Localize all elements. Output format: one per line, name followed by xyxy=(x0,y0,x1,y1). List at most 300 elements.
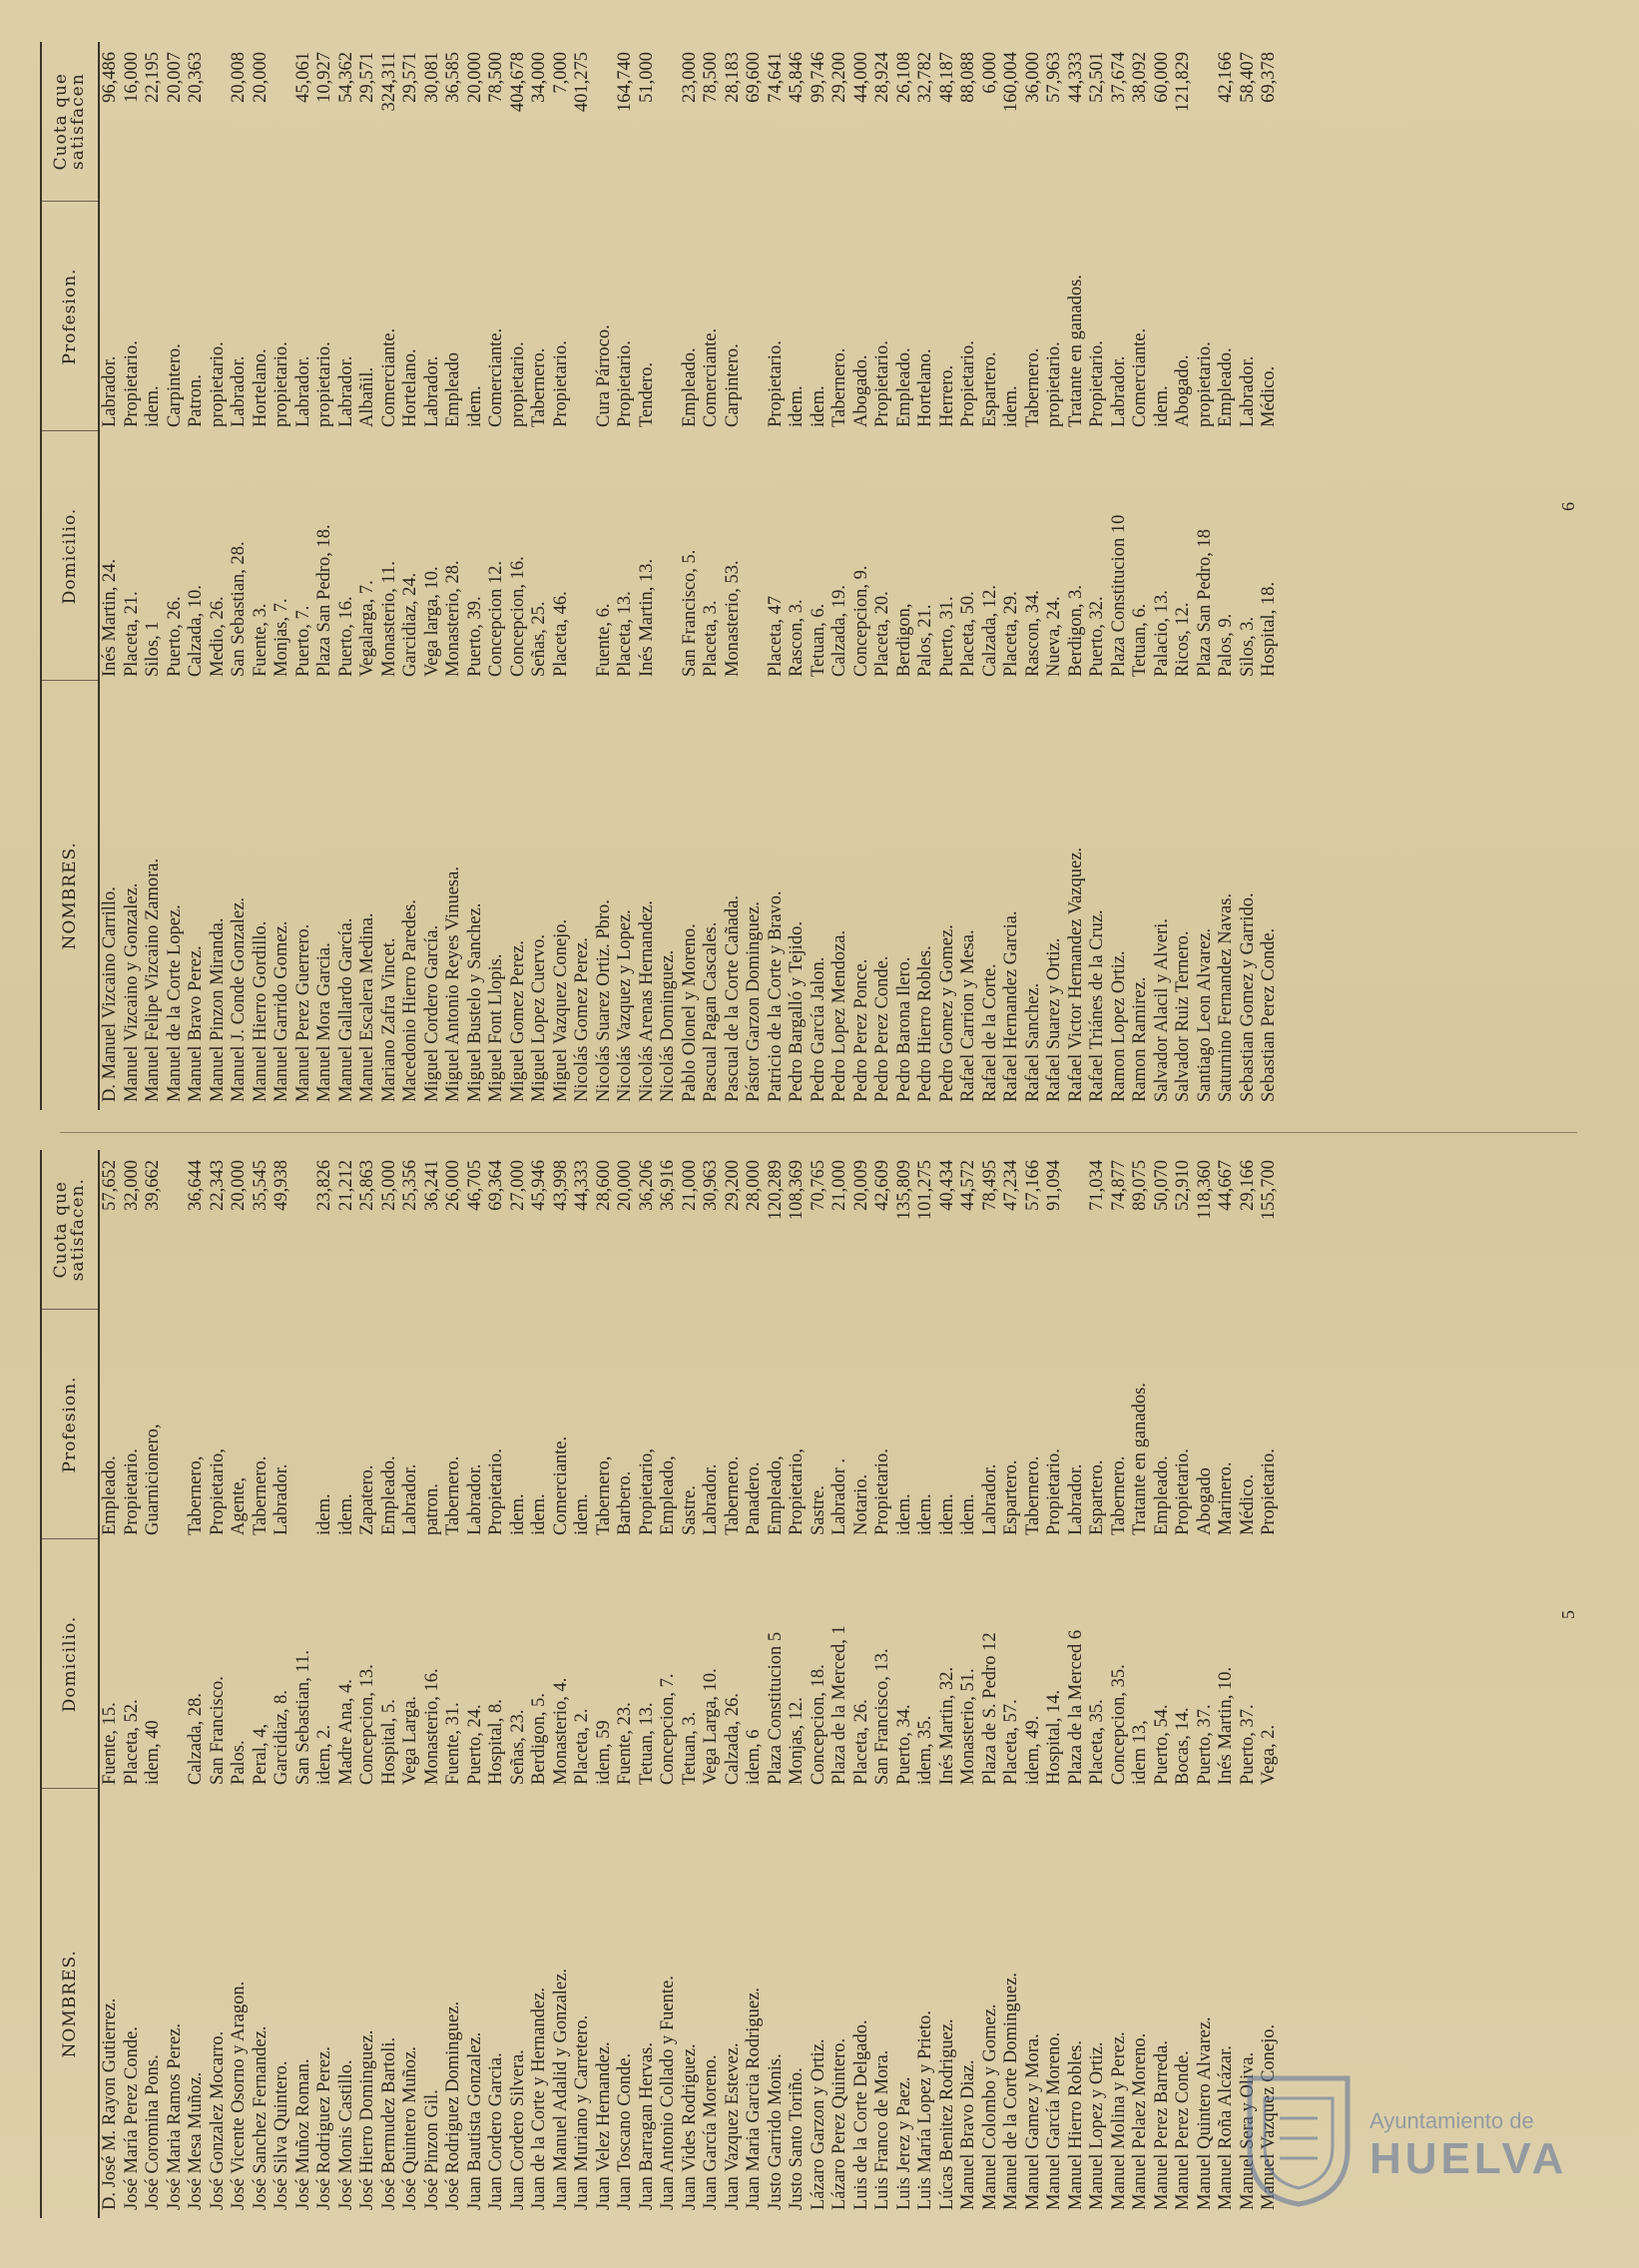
cuota-cell: 401,275 xyxy=(572,52,592,113)
name-cell: Pedro Hierro Robles. xyxy=(915,945,935,1102)
name-cell: José Vicente Osorno y Aragon. xyxy=(229,1981,249,2210)
cuota-cell: 36,644 xyxy=(186,1160,206,1211)
table-row xyxy=(744,1150,766,2218)
domicilio-cell: Puerto, 34. xyxy=(893,1704,914,1785)
name-cell: Saturnino Fernandez Navas. xyxy=(1216,892,1236,1102)
table-row xyxy=(165,1150,187,2218)
name-cell: Rafael de la Corte. xyxy=(979,963,1000,1102)
table-row xyxy=(379,42,401,1110)
table-row xyxy=(1216,1150,1238,2218)
domicilio-cell: Placeta, 20. xyxy=(872,591,892,677)
domicilio-cell: Plaza de la Merced, 1 xyxy=(829,1625,849,1785)
domicilio-cell: Tetuan, 6. xyxy=(808,603,828,677)
cuota-cell: 29,200 xyxy=(829,52,849,103)
table-row xyxy=(766,1150,788,2218)
name-cell: José Bermudez Bartoli. xyxy=(378,2036,399,2210)
table-row xyxy=(723,1150,745,2218)
profesion-cell: idem. xyxy=(936,1493,957,1535)
table-row xyxy=(872,42,894,1110)
domicilio-cell: Monasterio, 16. xyxy=(421,1668,442,1785)
name-cell: Nicolás Arenas Hernandez. xyxy=(636,900,657,1102)
table-row xyxy=(594,42,616,1110)
cuota-cell: 69,378 xyxy=(1259,52,1279,103)
table-row xyxy=(486,42,508,1110)
cuota-cell: 164,740 xyxy=(615,52,635,113)
left-table-body xyxy=(99,1150,1281,2218)
profesion-cell: propietario. xyxy=(207,341,228,427)
domicilio-cell: San Sebastian, 28. xyxy=(229,541,249,677)
cuota-cell: 29,200 xyxy=(722,1160,743,1211)
cuota-cell xyxy=(658,42,680,202)
name-cell: Juan Manuel Adalid y Gonzalez. xyxy=(550,1969,571,2210)
domicilio-cell: Plaza de S. Pedro 12 xyxy=(979,1632,1000,1785)
name-cell: Ramon Lopez Ortiz. xyxy=(1108,950,1129,1102)
cuota-cell: 78,500 xyxy=(701,52,721,103)
profesion-cell: Guarnicionero, xyxy=(143,1423,163,1535)
name-cell: Manuel García Moreno. xyxy=(1044,2031,1064,2210)
profesion-cell: Carpintero. xyxy=(722,343,743,427)
domicilio-cell: Calzada, 28. xyxy=(186,1693,206,1785)
name-cell: Ramon Ramirez. xyxy=(1130,976,1150,1102)
table-row xyxy=(872,1150,894,2218)
cuota-cell: 42,166 xyxy=(1216,52,1236,103)
domicilio-cell: Placeta, 50. xyxy=(958,591,978,677)
domicilio-cell: Rascon, 34. xyxy=(1022,590,1043,677)
name-cell: Manuel Mora Garcia. xyxy=(314,942,334,1102)
cuota-cell: 36,206 xyxy=(636,1160,657,1211)
name-cell: Lázaro Perez Quintero. xyxy=(829,2037,849,2210)
table-row xyxy=(293,42,315,1110)
domicilio-cell: Puerto, 24. xyxy=(464,1704,485,1785)
cuota-cell: 78,500 xyxy=(486,52,506,103)
profesion-cell: Tratante en ganados. xyxy=(1065,275,1086,427)
cuota-cell: 30,081 xyxy=(421,52,442,103)
cuota-cell: 32,782 xyxy=(915,52,935,103)
domicilio-cell: Placeta, 57. xyxy=(1001,1699,1021,1785)
name-cell: Luis Franco de Mora. xyxy=(872,2049,892,2210)
table-row xyxy=(314,1150,336,2218)
cuota-cell: 20,009 xyxy=(850,1160,871,1211)
header-profesion: Profesion. xyxy=(41,1310,99,1539)
profesion-cell: Labrador. xyxy=(335,355,356,427)
table-row xyxy=(809,42,830,1110)
cuota-cell: 46,705 xyxy=(464,1160,485,1211)
profesion-cell: Sastre. xyxy=(679,1485,700,1535)
profesion-cell: Tabernero. xyxy=(1022,347,1043,427)
domicilio-cell: Medio, 26. xyxy=(207,596,228,677)
table-row xyxy=(443,1150,465,2218)
profesion-cell: propietario. xyxy=(507,341,528,427)
name-cell: Miguel Font Llopis. xyxy=(486,953,506,1102)
cuota-cell: 78,495 xyxy=(979,1160,1000,1211)
table-row xyxy=(766,42,788,1110)
cuota-cell: 10,927 xyxy=(314,52,334,103)
table-row xyxy=(937,42,959,1110)
left-half-page xyxy=(40,1150,1597,2218)
profesion-cell: idem. xyxy=(335,1493,356,1535)
profesion-cell: Sastre. xyxy=(808,1485,828,1535)
domicilio-cell: Vegalarga, 7. xyxy=(357,580,377,677)
domicilio-cell: Madre Ana, 4. xyxy=(335,1679,356,1785)
name-cell: Macedonio Hierro Paredes. xyxy=(400,899,420,1102)
domicilio-cell: Palos. xyxy=(229,1740,249,1785)
cuota-cell: 28,183 xyxy=(722,52,743,103)
name-cell: Manuel Sera y Oliva. xyxy=(1237,2051,1258,2210)
profesion-cell: Hortelano. xyxy=(400,348,420,427)
cuota-cell: 20,007 xyxy=(164,52,185,103)
name-cell: Pedro Lopez Mendoza. xyxy=(829,929,849,1102)
cuota-cell: 89,075 xyxy=(1130,1160,1150,1211)
domicilio-cell xyxy=(165,1539,187,1789)
domicilio-cell: Tetuan, 6. xyxy=(1130,603,1150,677)
domicilio-cell: Calzada, 26. xyxy=(722,1693,743,1785)
cuota-cell: 48,187 xyxy=(936,52,957,103)
name-cell: Pedro Barona Ilero. xyxy=(893,956,914,1102)
name-cell: José Rodriguez Perez. xyxy=(314,2046,334,2210)
domicilio-cell: idem, 2. xyxy=(314,1724,334,1785)
cuota-cell xyxy=(293,1150,315,1310)
left-contributors-table xyxy=(40,1150,1281,2218)
domicilio-cell: Placeta, 21. xyxy=(121,591,142,677)
name-cell: José Coromina Pons. xyxy=(143,2054,163,2210)
name-cell: Manuel Gallardo García. xyxy=(335,917,356,1102)
header-domicilio: Domicilio. xyxy=(41,1539,99,1789)
table-row xyxy=(1216,42,1238,1110)
domicilio-cell: idem 13, xyxy=(1130,1720,1150,1785)
name-cell: Salvador Alacil y Alveri. xyxy=(1151,918,1172,1102)
name-cell: Sebastian Perez Conde. xyxy=(1259,927,1279,1102)
table-row xyxy=(1109,42,1131,1110)
domicilio-cell: Inés Martin, 24. xyxy=(100,558,120,677)
table-row xyxy=(658,1150,680,2218)
name-cell: Juan Cordero Garcia. xyxy=(486,2052,506,2210)
name-cell: Manuel Lopez y Ortiz. xyxy=(1087,2041,1107,2210)
name-cell: Rafael Victor Hernandez Vazquez. xyxy=(1065,847,1086,1102)
domicilio-cell: Hospital, 14. xyxy=(1044,1689,1064,1785)
profesion-cell: idem. xyxy=(893,1493,914,1535)
profesion-cell: Comerciante. xyxy=(550,1435,571,1535)
name-cell: D. Manuel Vizcaino Carrillo. xyxy=(100,886,120,1102)
table-row xyxy=(615,42,637,1110)
cuota-cell: 25,863 xyxy=(357,1160,377,1211)
profesion-cell: Propietario. xyxy=(1259,1448,1279,1535)
profesion-cell: Empleado. xyxy=(893,347,914,427)
table-row xyxy=(357,42,379,1110)
profesion-cell: idem. xyxy=(1001,385,1021,427)
header-nombres: NOMBRES. xyxy=(41,681,99,1110)
domicilio-cell: Puerto, 7. xyxy=(292,605,313,677)
domicilio-cell: Plaza San Pedro, 18. xyxy=(314,524,334,677)
right-header-row xyxy=(41,42,99,1110)
name-cell: Sebastian Gomez y Garrido. xyxy=(1237,892,1258,1102)
cuota-cell: 52,910 xyxy=(1173,1160,1193,1211)
profesion-cell: idem. xyxy=(915,1493,935,1535)
profesion-cell xyxy=(165,1310,187,1539)
table-row xyxy=(99,42,122,1110)
table-row xyxy=(251,42,273,1110)
cuota-cell: 52,501 xyxy=(1087,52,1107,103)
name-cell: Santiago Leon Alvarez. xyxy=(1194,927,1215,1102)
profesion-cell: Empleado. xyxy=(378,1455,399,1535)
name-cell: Lúcas Benitez Rodriguez. xyxy=(936,2018,957,2210)
domicilio-cell: Inés Martin, 10. xyxy=(1216,1666,1236,1785)
domicilio-cell: Hospital, 8. xyxy=(486,1699,506,1785)
name-cell: José Maria Ramos Perez. xyxy=(164,2022,185,2210)
table-row xyxy=(422,1150,444,2218)
profesion-cell: Tabernero, xyxy=(186,1455,206,1535)
domicilio-cell: Plaza Constitucion 10 xyxy=(1108,514,1129,677)
name-cell: Manuel Quintero Alvarez. xyxy=(1194,2016,1215,2210)
table-row xyxy=(314,42,336,1110)
name-cell: José Rodriguez Dominguez. xyxy=(443,2000,463,2210)
domicilio-cell: Fuente, 15. xyxy=(100,1702,120,1785)
header-nombres: NOMBRES. xyxy=(41,1789,99,2218)
cuota-cell: 36,241 xyxy=(421,1160,442,1211)
cuota-cell xyxy=(594,42,616,202)
domicilio-cell: Garcidiaz, 8. xyxy=(272,1689,291,1785)
cuota-cell: 36,000 xyxy=(1022,52,1043,103)
table-row xyxy=(529,42,551,1110)
cuota-cell: 29,571 xyxy=(400,52,420,103)
cuota-cell: 74,877 xyxy=(1108,1160,1129,1211)
profesion-cell: Herrero. xyxy=(936,364,957,427)
profesion-cell: Propietario. xyxy=(486,1448,506,1535)
name-cell: Justo Santo Toriño. xyxy=(787,2067,807,2210)
name-cell: Miguel Cordero García. xyxy=(421,924,442,1102)
table-row xyxy=(1023,1150,1045,2218)
table-row xyxy=(1023,42,1045,1110)
cuota-cell: 29,166 xyxy=(1237,1160,1258,1211)
domicilio-cell: Concepcion, 13. xyxy=(357,1664,377,1785)
cuota-cell: 32,000 xyxy=(121,1160,142,1211)
cuota-cell: 36,916 xyxy=(658,1160,678,1211)
table-row xyxy=(851,42,873,1110)
profesion-cell: idem. xyxy=(314,1493,334,1535)
name-cell: Manuel Bravo Diaz. xyxy=(958,2059,978,2210)
name-cell: Pedro Gomez y Gomez. xyxy=(936,924,957,1102)
table-row xyxy=(229,42,251,1110)
table-row xyxy=(915,1150,937,2218)
cuota-cell xyxy=(272,42,293,202)
domicilio-cell: Silos, 1 xyxy=(143,621,163,677)
profesion-cell: Panadero. xyxy=(744,1461,764,1535)
name-cell: Manuel J. Conde Gonzalez. xyxy=(229,897,249,1102)
domicilio-cell: Concepcion, 7. xyxy=(658,1673,678,1785)
name-cell: Pedro Bargalló y Tejido. xyxy=(787,921,807,1102)
table-row xyxy=(486,1150,508,2218)
name-cell: José Gonzalez Mocarro. xyxy=(207,2030,228,2210)
domicilio-cell: San Francisco. xyxy=(207,1676,228,1785)
domicilio-cell: Monasterio, 51. xyxy=(958,1668,978,1785)
cuota-cell: 47,234 xyxy=(1001,1160,1021,1211)
cuota-cell: 60,000 xyxy=(1151,52,1172,103)
name-cell: Pástor Garzon Dominguez. xyxy=(744,901,764,1102)
table-row xyxy=(1066,42,1088,1110)
table-row xyxy=(1173,42,1195,1110)
table-row xyxy=(1109,1150,1131,2218)
cuota-cell: 20,363 xyxy=(186,52,206,103)
domicilio-cell: Placeta, 46. xyxy=(550,591,571,677)
profesion-cell: Hortelano. xyxy=(250,348,271,427)
name-cell: Rafael Carrion y Mesa. xyxy=(958,929,978,1102)
profesion-cell: Propietario. xyxy=(958,340,978,427)
domicilio-cell: Concepcion, 16. xyxy=(507,556,528,677)
table-row xyxy=(186,1150,208,2218)
domicilio-cell: Monasterio, 4. xyxy=(550,1677,571,1785)
name-cell: Patricio de la Corte y Bravo. xyxy=(765,890,786,1102)
cuota-cell: 36,585 xyxy=(443,52,463,103)
table-row xyxy=(1066,1150,1088,2218)
cuota-cell: 22,195 xyxy=(143,52,163,103)
domicilio-cell: Fuente, 6. xyxy=(593,603,614,677)
table-row xyxy=(122,1150,144,2218)
domicilio-cell: Fuente, 3. xyxy=(250,603,271,677)
profesion-cell: Labrador . xyxy=(829,1457,849,1535)
cuota-cell: 23,000 xyxy=(679,52,700,103)
table-row xyxy=(1001,1150,1023,2218)
domicilio-cell: Puerto, 39. xyxy=(464,596,485,677)
name-cell: Rafael Triánes de la Cruz. xyxy=(1087,909,1107,1102)
name-cell: Juan de la Corte y Hernandez. xyxy=(529,1987,549,2210)
table-row xyxy=(980,42,1002,1110)
profesion-cell: Propietario. xyxy=(1173,1448,1193,1535)
domicilio-cell: Placeta, 47 xyxy=(765,595,786,677)
profesion-cell: Labrador. xyxy=(979,1463,1000,1535)
domicilio-cell xyxy=(744,431,766,681)
name-cell: D. José M. Rayon Gutierrez. xyxy=(100,1997,120,2210)
table-row xyxy=(1130,1150,1152,2218)
profesion-cell: Marinero. xyxy=(1216,1461,1236,1535)
profesion-cell: Propietario. xyxy=(765,340,786,427)
domicilio-cell: Placeta, 52. xyxy=(121,1699,142,1785)
cuota-cell xyxy=(1195,42,1217,202)
name-cell: Manuel Perez Barreda. xyxy=(1151,2039,1172,2210)
right-contributors-table xyxy=(40,42,1281,1110)
name-cell: Pablo Olonel y Moreno. xyxy=(679,923,700,1102)
domicilio-cell: San Francisco, 5. xyxy=(679,549,700,677)
profesion-cell: patron. xyxy=(421,1483,442,1535)
table-row xyxy=(1259,1150,1281,2218)
profesion-cell: Tabernero. xyxy=(722,1455,743,1535)
domicilio-cell: Placeta, 3. xyxy=(701,600,721,677)
cuota-cell: 37,674 xyxy=(1108,52,1129,103)
cuota-cell: 20,000 xyxy=(229,1160,249,1211)
name-cell: José Silva Quintero. xyxy=(272,2060,291,2210)
profesion-cell: Tabernero. xyxy=(443,1455,463,1535)
domicilio-cell: idem, 49. xyxy=(1022,1715,1043,1785)
table-row xyxy=(787,42,809,1110)
huelva-watermark xyxy=(1240,2068,1569,2208)
profesion-cell: Médico. xyxy=(1237,1473,1258,1535)
table-row xyxy=(615,1150,637,2218)
cuota-cell: 57,166 xyxy=(1022,1160,1043,1211)
table-row xyxy=(357,1150,379,2218)
profesion-cell xyxy=(744,202,766,431)
name-cell: Nicolás Gomez Perez. xyxy=(572,937,592,1102)
profesion-cell: Carpintero. xyxy=(164,343,185,427)
domicilio-cell: Plaza San Pedro, 18 xyxy=(1194,529,1215,677)
table-row xyxy=(1259,42,1281,1110)
cuota-cell: 21,000 xyxy=(679,1160,700,1211)
cuota-cell: 96,486 xyxy=(100,52,120,103)
cuota-cell: 30,963 xyxy=(701,1160,721,1211)
table-row xyxy=(658,42,680,1110)
domicilio-cell: Inés Martin, 13. xyxy=(636,558,657,677)
table-row xyxy=(958,1150,980,2218)
cuota-cell: 26,000 xyxy=(443,1160,463,1211)
header-domicilio: Domicilio. xyxy=(41,431,99,681)
domicilio-cell: Puerto, 26. xyxy=(164,596,185,677)
domicilio-cell: Monasterio, 53. xyxy=(722,560,743,677)
name-cell: Manuel Bravo Perez. xyxy=(186,945,206,1102)
name-cell: José Mesa Muñoz. xyxy=(186,2071,206,2210)
table-row xyxy=(465,1150,487,2218)
profesion-cell: Tabernero. xyxy=(250,1455,271,1535)
domicilio-cell: Monasterio, 28. xyxy=(443,560,463,677)
profesion-cell: propietario. xyxy=(1194,341,1215,427)
name-cell: Juan Barragan Hervas. xyxy=(636,2042,657,2210)
name-cell: Luis Jerez y Paez. xyxy=(893,2076,914,2210)
cuota-cell: 57,963 xyxy=(1044,52,1064,103)
domicilio-cell: Puerto, 54. xyxy=(1151,1704,1172,1785)
profesion-cell: Labrador. xyxy=(1108,355,1129,427)
domicilio-cell: Silos, 3. xyxy=(1237,616,1258,677)
cuota-cell: 45,846 xyxy=(787,52,807,103)
cuota-cell: 28,924 xyxy=(872,52,892,103)
profesion-cell: Espartero. xyxy=(1087,1459,1107,1535)
table-row xyxy=(251,1150,273,2218)
profesion-cell: idem. xyxy=(787,385,807,427)
name-cell: Manuel Perez Conde. xyxy=(1173,2050,1193,2210)
table-row xyxy=(701,1150,723,2218)
table-row xyxy=(723,42,745,1110)
cuota-cell: 70,765 xyxy=(808,1160,828,1211)
name-cell: Rafael Sanchez. xyxy=(1022,982,1043,1102)
header-profesion: Profesion. xyxy=(41,202,99,431)
profesion-cell: Labrador. xyxy=(421,355,442,427)
profesion-cell: Comerciante. xyxy=(1130,327,1150,427)
name-cell: Manuel de la Corte Dominguez. xyxy=(1001,1973,1021,2210)
domicilio-cell: Placeta, 2. xyxy=(572,1708,592,1785)
table-row xyxy=(1195,42,1217,1110)
table-row xyxy=(829,1150,851,2218)
cuota-cell: 44,572 xyxy=(958,1160,978,1211)
name-cell: José Hierro Dominguez. xyxy=(357,2029,377,2210)
name-cell: Luis María Lopez y Prieto. xyxy=(915,2010,935,2210)
table-row xyxy=(208,1150,230,2218)
table-row xyxy=(1087,1150,1109,2218)
cuota-cell: 155,700 xyxy=(1259,1160,1279,1221)
domicilio-cell: Puerto, 37. xyxy=(1237,1704,1258,1785)
profesion-cell: Tabernero. xyxy=(829,347,849,427)
name-cell: Nicolás Vazquez y Lopez. xyxy=(615,909,635,1102)
table-row xyxy=(400,42,422,1110)
profesion-cell: Propietario. xyxy=(121,1448,142,1535)
profesion-cell: Labrador. xyxy=(1065,1463,1086,1535)
column-divider xyxy=(60,1132,1577,1133)
profesion-cell: Abogado xyxy=(1194,1467,1215,1535)
profesion-cell: idem. xyxy=(572,1493,592,1535)
domicilio-cell: Calzada, 10. xyxy=(186,585,206,677)
profesion-cell: Propietario. xyxy=(121,340,142,427)
profesion-cell: Propietario, xyxy=(636,1448,657,1535)
table-row xyxy=(465,42,487,1110)
cuota-cell xyxy=(1066,1150,1088,1310)
cuota-cell: 71,034 xyxy=(1087,1160,1107,1211)
profesion-cell: Tabernero. xyxy=(1108,1455,1129,1535)
profesion-cell: Labrador. xyxy=(701,1463,721,1535)
domicilio-cell: Puerto, 37. xyxy=(1194,1704,1215,1785)
